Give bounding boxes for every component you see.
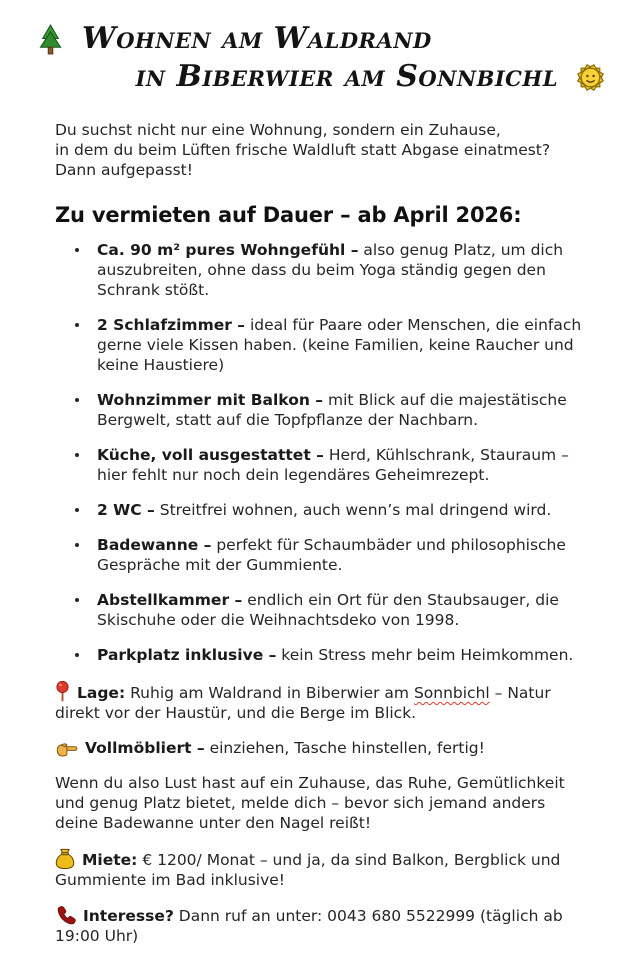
- feature-text: Herd, Kühlschrank, Stauraum – hier fehlt nur noch dein legendäres Geheimrezept.: [97, 446, 569, 484]
- list-item: [55, 315, 593, 375]
- feature-lead: Wohnzimmer mit Balkon –: [97, 391, 324, 409]
- location-text-after: – Natur direkt vor der Haustür, und die Berge im Blick.: [55, 684, 551, 722]
- intro-paragraph: [55, 120, 593, 180]
- furnished-paragraph: [55, 738, 593, 758]
- list-item: [55, 590, 593, 630]
- intro-line: in dem du beim Lüften frische Waldluft statt Abgase einatmest?: [55, 141, 551, 159]
- spellcheck-underlined-word: Sonnbichl: [413, 684, 490, 702]
- title-line-2: [55, 58, 607, 96]
- feature-lead: Badewanne –: [97, 536, 212, 554]
- section-heading: Zu vermieten auf Dauer – ab April 2026:: [55, 203, 522, 227]
- rent-lead: Miete:: [82, 851, 138, 869]
- intro-line: Du suchst nicht nur eine Wohnung, sondern ein Zuhause,: [55, 121, 501, 139]
- intro-line: Dann aufgepasst!: [55, 161, 193, 179]
- feature-text: ideal für Paare oder Menschen, die einfach gerne viele Kissen haben. (keine Familien, keine Raucher und keine Haustiere): [97, 316, 582, 374]
- outro-paragraph: [55, 773, 593, 833]
- list-item: [55, 500, 593, 520]
- list-item: [55, 390, 593, 430]
- contact-lead: Interesse?: [83, 907, 174, 925]
- list-item: [55, 240, 593, 300]
- feature-lead: Ca. 90 m² pures Wohngefühl –: [97, 241, 359, 259]
- title-text-line2: in Biberwier am Sonnbichl: [135, 59, 558, 94]
- outro-line: und genug Platz bietet, melde dich – bevor sich jemand anders: [55, 794, 546, 812]
- rent-paragraph: [55, 848, 593, 890]
- list-item: [55, 445, 593, 485]
- feature-lead: 2 WC –: [97, 501, 155, 519]
- feature-text: endlich ein Ort für den Staubsauger, die Skischuhe oder die Weihnachtsdeko von 1998.: [97, 591, 559, 629]
- feature-list: [55, 240, 593, 665]
- sun-with-face-icon: [574, 61, 607, 94]
- furnished-lead: Vollmöbliert –: [85, 739, 205, 757]
- feature-lead: Parkplatz inklusive –: [97, 646, 277, 664]
- furnished-text: einziehen, Tasche hinstellen, fertig!: [209, 739, 485, 757]
- page-title: [55, 20, 593, 96]
- feature-text: perfekt für Schaumbäder und philosophische Gespräche mit der Gummiente.: [97, 536, 566, 574]
- feature-lead: 2 Schlafzimmer –: [97, 316, 246, 334]
- contact-paragraph: [55, 905, 593, 946]
- title-text-line1: Wohnen am Waldrand: [82, 21, 432, 56]
- contact-text: Dann ruf an unter: 0043 680 5522999 (täglich ab 19:00 Uhr): [55, 907, 563, 945]
- feature-text: Streitfrei wohnen, auch wenn’s mal dringend wird.: [159, 501, 552, 519]
- feature-text: mit Blick auf die majestätische Bergwelt, statt auf die Topfpflanze der Nachbarn.: [97, 391, 567, 429]
- list-item: [55, 535, 593, 575]
- feature-text: kein Stress mehr beim Heimkommen.: [281, 646, 574, 664]
- outro-line: Wenn du also Lust hast auf ein Zuhause, das Ruhe, Gemütlichkeit: [55, 774, 565, 792]
- pointing-right-hand-icon: [55, 740, 78, 758]
- location-paragraph: [55, 680, 593, 723]
- feature-lead: Küche, voll ausgestattet –: [97, 446, 324, 464]
- rent-text: € 1200/ Monat – und ja, da sind Balkon, Bergblick und Gummiente im Bad inklusive!: [55, 851, 561, 889]
- title-line-1: [37, 20, 593, 58]
- round-pushpin-icon: [55, 680, 70, 703]
- list-item: [55, 645, 593, 665]
- money-bag-icon: [55, 848, 75, 870]
- outro-line: deine Badewanne unter den Nagel reißt!: [55, 814, 372, 832]
- location-text-before: Ruhig am Waldrand in Biberwier am: [130, 684, 414, 702]
- location-lead: Lage:: [77, 684, 126, 702]
- feature-lead: Abstellkammer –: [97, 591, 243, 609]
- telephone-receiver-icon: [55, 905, 76, 926]
- feature-text: also genug Platz, um dich auszubreiten, ohne dass du beim Yoga ständig gegen den Schrank stößt.: [97, 241, 564, 299]
- evergreen-tree-icon: [37, 24, 64, 55]
